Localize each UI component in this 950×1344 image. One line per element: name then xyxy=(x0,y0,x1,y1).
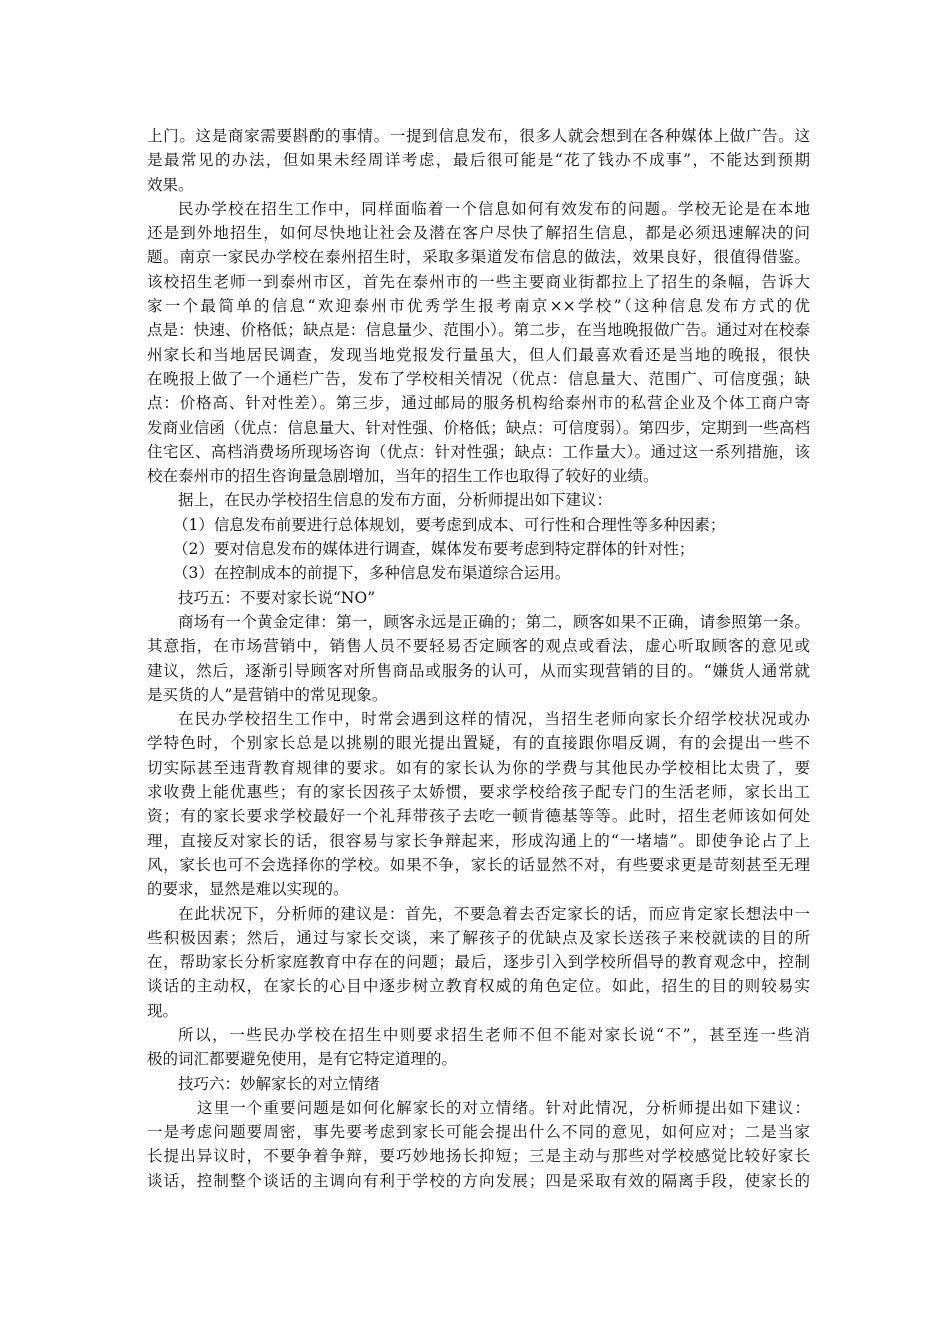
text-line: 点：价格高、针对性差）。第三步，通过邮局的服务机构给泰州市的私营企业及个体工商户寄 xyxy=(147,394,810,413)
list-item: （2）要对信息发布的媒体进行调查，媒体发布要考虑到特定群体的针对性； xyxy=(173,540,695,559)
text-line: 点是：快速、价格低；缺点是：信息量少、范围小）。第二步，在当地晚报做广告。通过对在校泰 xyxy=(147,321,810,340)
text-line: 在，帮助家长分析家庭教育中存在的问题；最后，逐步引入到学校所倡导的教育观念中，控制 xyxy=(147,953,810,972)
text-line: 州家长和当地居民调查，发现当地党报发行量虽大，但人们最喜欢看还是当地的晚报，很快 xyxy=(147,345,810,364)
text-line: 现。 xyxy=(147,1001,179,1020)
article-body xyxy=(147,124,810,1193)
text-line: 一是考虑问题要周密，事先要考虑到家长可能会提出什么不同的意见，如何应对；二是当家 xyxy=(147,1123,810,1142)
list-item: （3）在控制成本的前提下，多种信息发布渠道综合运用。 xyxy=(173,564,571,583)
paragraph-first-line: 民办学校在招生工作中，同样面临着一个信息如何有效发布的问题。学校无论是在本地 xyxy=(178,199,810,218)
text-line: 效果。 xyxy=(147,175,194,194)
paragraph-first-line: 这里一个重要问题是如何化解家长的对立情绪。针对此情况，分析师提出如下建议： xyxy=(197,1098,810,1117)
section-heading: 技巧六：妙解家长的对立情绪 xyxy=(178,1074,380,1093)
text-line: 资；有的家长要求学校最好一个礼拜带孩子去吃一顿肯德基等等。此时，招生老师该如何处 xyxy=(147,807,810,826)
text-line: 的要求，显然是难以实现的。 xyxy=(147,880,349,899)
text-line: 求收费上能优惠些；有的家长因孩子太娇惯，要求学校给孩子配专门的生活老师，家长出工 xyxy=(147,783,810,802)
text-line: 其意指，在市场营销中，销售人员不要轻易否定顾客的观点或看法，虚心听取顾客的意见或 xyxy=(147,637,810,656)
text-line: 谈话，控制整个谈话的主调向有利于学校的方向发展；四是采取有效的隔离手段，使家长的 xyxy=(147,1171,810,1190)
text-line: 题。南京一家民办学校在泰州招生时，采取多渠道发布信息的做法，效果良好，很值得借鉴。 xyxy=(147,248,810,267)
paragraph-first-line: 所以，一些民办学校在招生中则要求招生老师不但不能对家长说“不”，甚至连一些消 xyxy=(178,1025,810,1044)
text-line: 住宅区、高档消费场所现场咨询（优点：针对性强；缺点：工作量大）。通过这一系列措施，该 xyxy=(147,442,810,461)
text-line: 长提出异议时，不要争着争辩，要巧妙地扬长抑短；三是主动与那些对学校感觉比较好家长 xyxy=(147,1147,810,1166)
text-line: 还是到外地招生，如何尽快地让社会及潜在客户尽快了解招生信息，都是必须迅速解决的问 xyxy=(147,224,810,243)
paragraph-first-line: 在民办学校招生工作中，时常会遇到这样的情况，当招生老师向家长介绍学校状况或办 xyxy=(178,710,810,729)
text-line: 谈话的主动权，在家长的心目中逐步树立教育权威的角色定位。如此，招生的目的则较易实 xyxy=(147,977,810,996)
text-line: 是买货的人”是营销中的常见现象。 xyxy=(147,685,388,704)
text-line: 上门。这是商家需要斟酌的事情。一提到信息发布，很多人就会想到在各种媒体上做广告。这 xyxy=(147,127,810,145)
paragraph-first-line: 在此状况下，分析师的建议是：首先，不要急着去否定家长的话，而应肯定家长想法中一 xyxy=(178,904,810,923)
text-line: 发商业信函（优点：信息量大、针对性强、价格低；缺点：可信度弱）。第四步，定期到一些高档 xyxy=(147,418,810,437)
text-line: 家一个最简单的信息“欢迎泰州市优秀学生报考南京××学校”（这种信息发布方式的优 xyxy=(147,297,810,316)
paragraph-first-line: 据上，在民办学校招生信息的发布方面，分析师提出如下建议： xyxy=(178,491,613,510)
text-line: 些积极因素；然后，通过与家长交谈，来了解孩子的优缺点及家长送孩子来校就读的目的所 xyxy=(147,928,810,947)
text-line: 极的词汇都要避免使用，是有它特定道理的。 xyxy=(147,1050,458,1069)
text-line: 校在泰州市的招生咨询量急剧增加，当年的招生工作也取得了较好的业绩。 xyxy=(147,467,659,486)
text-line: 切实际甚至违背教育规律的要求。如有的家长认为你的学费与其他民办学校相比太贵了，要 xyxy=(147,758,810,777)
text-line: 是最常见的办法，但如果未经周详考虑，最后很可能是“花了钱办不成事”，不能达到预期 xyxy=(147,151,810,170)
text-line: 该校招生老师一到泰州市区，首先在泰州市的一些主要商业街都拉上了招生的条幅，告诉大 xyxy=(147,272,810,291)
section-heading: 技巧五：不要对家长说“NO” xyxy=(178,588,376,607)
text-line: 理，直接反对家长的话，很容易与家长争辩起来，形成沟通上的“一堵墙”。即使争论占了上 xyxy=(147,831,810,850)
text-line: 在晚报上做了一个通栏广告，发布了学校相关情况（优点：信息量大、范围广、可信度强；缺 xyxy=(147,369,810,388)
list-item: （1）信息发布前要进行总体规划，要考虑到成本、可行性和合理性等多种因素； xyxy=(173,515,726,534)
text-line: 学特色时，个别家长总是以挑剔的眼光提出置疑，有的直接跟你唱反调，有的会提出一些不 xyxy=(147,734,810,753)
text-line: 建议，然后，逐渐引导顾客对所售商品或服务的认可，从而实现营销的目的。“嫌货人通常就 xyxy=(147,661,810,680)
text-line: 风，家长也可不会选择你的学校。如果不争，家长的话显然不对，有些要求更是苛刻甚至无理 xyxy=(147,855,810,874)
paragraph-first-line: 商场有一个黄金定律：第一，顾客永远是正确的；第二，顾客如果不正确，请参照第一条。 xyxy=(178,612,810,631)
